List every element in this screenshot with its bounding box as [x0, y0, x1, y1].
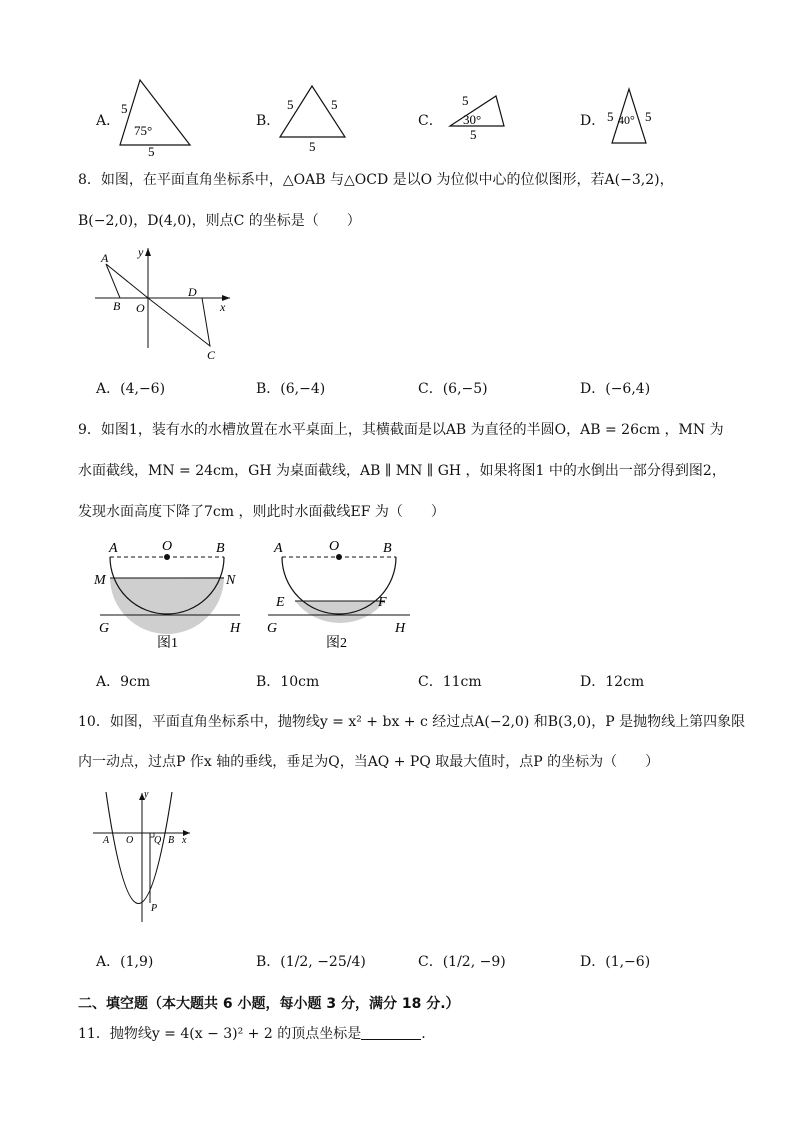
side-label: 5 [470, 127, 477, 142]
option-value: (6,−5) [442, 381, 488, 397]
point-label-b: B [113, 299, 121, 313]
side-label: 5 [287, 97, 294, 112]
option-letter: B． [256, 674, 281, 690]
option-letter: A． [96, 674, 121, 690]
q7-option-a-triangle [110, 75, 200, 160]
point-label-p: P [151, 903, 158, 914]
q9-figure-2 [262, 535, 422, 655]
label-a: A [109, 541, 118, 556]
q8-stem-line1: 8．如图，在平面直角坐标系中，△OAB 与△OCD 是以O 为位似中心的位似图形，若A(−3,2)， [78, 172, 674, 188]
axis-label-x: x [220, 300, 226, 314]
q7-option-b-letter: B． [256, 113, 281, 129]
option-value: (6,−4) [280, 381, 326, 397]
label-o: O [329, 539, 340, 554]
option-letter: A． [96, 954, 121, 970]
option-value: 11cm [442, 674, 482, 690]
option-value: (1,9) [120, 954, 154, 970]
option-value: (−6,4) [605, 381, 651, 397]
q7-option-b-triangle [275, 80, 355, 155]
option-value: (4,−6) [120, 381, 166, 397]
q8-stem-line2: B(−2,0)，D(4,0)，则点C 的坐标是（ ） [78, 213, 361, 229]
q11-stem [78, 1025, 426, 1043]
q9-stem-line3: 发现水面高度下降了7cm ，则此时水面截线EF 为（ ） [78, 504, 445, 520]
option-letter: D． [580, 674, 606, 690]
q10-option-b [256, 951, 366, 971]
label-b: B [216, 541, 225, 556]
point-label-b: B [168, 835, 175, 846]
side-label: 5 [462, 93, 469, 108]
side-label: 5 [309, 139, 316, 154]
option-value: (1/2, −25/4) [280, 954, 366, 970]
side-label: 5 [645, 109, 652, 124]
axis-label-y: y [144, 789, 149, 800]
label-h: H [395, 621, 406, 636]
caption: 图2 [326, 636, 347, 651]
q8-option-b [256, 378, 325, 398]
label-o: O [162, 539, 173, 554]
option-letter: B． [256, 381, 281, 397]
q9-option-c [418, 671, 482, 691]
option-letter: A． [96, 381, 121, 397]
q8-coordinate-figure [90, 240, 240, 365]
axis-label-x: x [182, 835, 187, 846]
option-letter: C． [418, 674, 443, 690]
point-label-a: A [103, 835, 110, 846]
option-letter: D． [580, 381, 606, 397]
q8-option-c [418, 378, 488, 398]
label-g: G [99, 621, 110, 636]
q10-option-d [580, 951, 650, 971]
label-h: H [230, 621, 241, 636]
q9-option-a [96, 671, 150, 691]
q9-option-b [256, 671, 319, 691]
angle-label: 30° [463, 112, 482, 127]
option-letter: D． [580, 954, 606, 970]
q9-option-d [580, 671, 644, 691]
q10-stem-line2: 内一动点，过点P 作x 轴的垂线，垂足为Q，当AQ + PQ 取最大值时，点P 的坐标为（ ） [78, 754, 660, 770]
point-label-c: C [207, 348, 216, 362]
label-e: E [276, 595, 285, 610]
axis-label-y: y [138, 245, 144, 259]
q10-option-c [418, 951, 506, 971]
option-letter: C． [418, 954, 443, 970]
q7-option-d-letter: D． [580, 113, 606, 129]
point-label-q: Q [154, 835, 162, 846]
option-value: (1/2, −9) [442, 954, 506, 970]
caption: 图1 [157, 636, 178, 651]
label-f: F [378, 595, 387, 610]
option-letter: B． [256, 954, 281, 970]
point-label-o: O [126, 835, 134, 846]
q7-option-c-triangle [442, 88, 512, 143]
label-g: G [267, 621, 278, 636]
side-label: 5 [331, 97, 338, 112]
angle-label: 75° [134, 123, 153, 138]
answer-blank[interactable] [361, 1025, 421, 1040]
angle-label: 40° [618, 113, 635, 127]
side-label: 5 [607, 109, 614, 124]
q9-stem-line2: 水面截线，MN = 24cm，GH 为桌面截线，AB ∥ MN ∥ GH ，如果将图1 中的水倒出一部分得到图2， [78, 463, 726, 479]
side-label: 5 [121, 101, 128, 116]
q7-option-c-letter: C． [418, 113, 443, 129]
label-m: M [94, 573, 106, 588]
q8-option-d [580, 378, 650, 398]
q9-figure-1 [90, 535, 250, 655]
q10-option-a [96, 951, 153, 971]
q10-parabola-figure [90, 787, 200, 937]
point-label-d: D [188, 285, 197, 299]
option-value: 12cm [605, 674, 645, 690]
point-label-o: O [136, 301, 145, 315]
section-title: 二、填空题（本大题共 6 小题，每小题 3 分，满分 18 分.） [78, 996, 460, 1012]
q9-stem-line1: 9．如图1，装有水的水槽放置在水平桌面上，其横截面是以AB 为直径的半圆O，AB = 26cm ，MN 为 [78, 422, 724, 438]
side-label: 5 [148, 144, 155, 159]
q7-option-a-letter: A． [96, 113, 121, 129]
q10-stem-line1: 10．如图，平面直角坐标系中，抛物线y = x² + bx + c 经过点A(−2,0) 和B(3,0)，P 是抛物线上第四象限 [78, 714, 746, 730]
q11-prefix: 11．抛物线y = 4(x − 3)² + 2 的顶点坐标是 [78, 1026, 362, 1042]
label-a: A [274, 541, 283, 556]
q8-option-a [96, 378, 165, 398]
option-value: 10cm [280, 674, 320, 690]
q11-suffix: . [421, 1026, 426, 1042]
option-value: 9cm [120, 674, 151, 690]
label-n: N [226, 573, 236, 588]
option-letter: C． [418, 381, 443, 397]
option-value: (1,−6) [605, 954, 651, 970]
point-label-a: A [101, 251, 109, 265]
label-b: B [383, 541, 392, 556]
q7-option-d-triangle [605, 83, 660, 153]
